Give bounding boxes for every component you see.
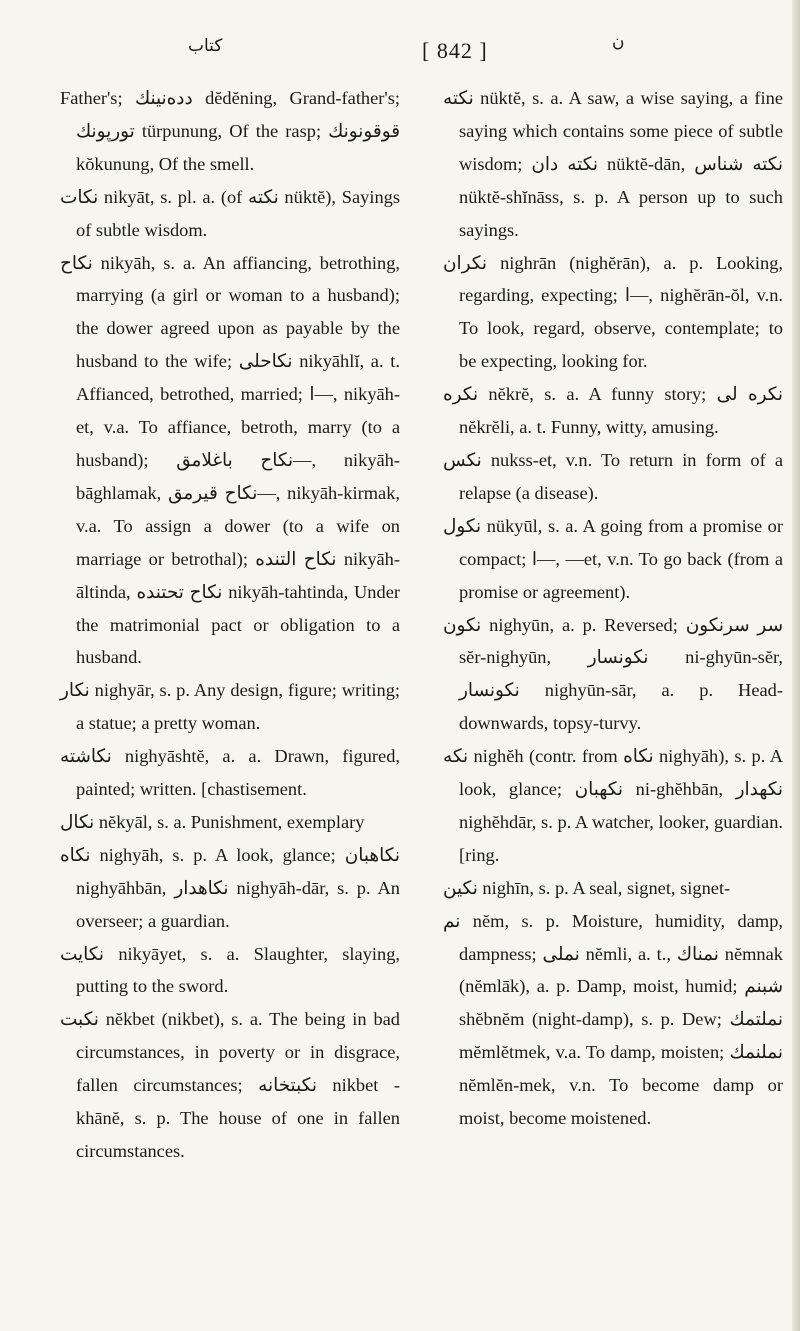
- entry: نكون nighyūn, a. p. Reversed; سر سرنكون sĕr-nighyūn, نكونسار ni-ghyūn-sĕr, نكونسار nighyūn-sār, a. p. Head-downwards, topsy-turvy.: [443, 614, 783, 734]
- entry: نكين nighīn, s. p. A seal, signet, signet-: [443, 877, 731, 898]
- page-number: [ 842 ]: [422, 38, 488, 63]
- left-column: [60, 82, 400, 1168]
- entry: نم nĕm, s. p. Moisture, humidity, damp, dampness; نملى nĕmli, a. t., نمناك nĕmnak (nĕmlāk), a. p. Damp, moist, humid; شبنم shĕbnĕm (night-damp), s. p. Dew; نملتمك mĕmlĕtmek, v.a. To damp, moisten; نملنمك nĕmlĕn-mek, v.n. To become damp or moist, become moistened.: [443, 910, 783, 1129]
- entry: نكس nukss-et, v.n. To return in form of a relapse (a disease).: [443, 449, 783, 503]
- entry: نكره nĕkrĕ, s. a. A funny story; نكره لى nĕkrĕli, a. t. Funny, witty, amusing.: [443, 384, 783, 438]
- entry: نكبت nĕkbet (nikbet), s. a. The being in bad circumstances, in poverty or in disgrace, fallen circumstances; نكبتخانه nikbet - khānĕ, s. p. The house of one in fallen circumstances.: [60, 1009, 400, 1161]
- entry: نكه nighĕh (contr. from نكاه nighyāh), s. p. A look, glance; نكهبان ni-ghĕhbān, نكهدار nighĕhdār, s. p. A watcher, looker, guardian. [ring.: [443, 746, 784, 865]
- entry: نكول nükyūl, s. a. A going from a promise or compact; ا—, —et, v.n. To go back (from a promise or agreement).: [443, 515, 783, 602]
- entry: نكران nighrān (nighĕrān), a. p. Looking, regarding, expecting; ا—, nighĕrān-ŏl, v.n. To look, regard, observe, contemplate; to be expecting, looking for.: [443, 252, 783, 372]
- entry: نكاه nighyāh, s. p. A look, glance; نكاهبان nighyāhbān, نكاهدار nighyāh-dār, s. p. An overseer; a guardian.: [60, 844, 400, 931]
- entry: نكار nighyār, s. p. Any design, figure; writing; a statue; a pretty woman.: [60, 680, 400, 734]
- entry: نكاشته nighyāshtĕ, a. a. Drawn, figured, painted; written. [chastisement.: [60, 746, 400, 800]
- right-column: [443, 82, 783, 1135]
- entry: نكاح nikyāh, s. a. An affiancing, betrothing, marrying (a girl or woman to a husband); the dower agreed upon as payable by the husband to the wife; نكاحلى nikyāhlĭ, a. t. Affianced, betrothed, married; ا—, nikyāh-et, v.a. To affiance, betroth, marry (to a husband); نكاح باغلامق—, nikyāh-bāghlamak, نكاح قيرمق—, nikyāh-kirmak, v.a. To assign a dower (to a wife on marriage or betrothal); نكاح التنده nikyāh-āltinda, نكاح تحتنده nikyāh-tahtinda, Under the matrimonial pact or obligation to a husband.: [60, 252, 401, 668]
- entry: Father's; دده‌نینك dĕdĕning, Grand-father's; تورپونك türpunung, Of the rasp; قوقونونك kŏkunung, Of the smell.: [60, 88, 400, 174]
- entry: نكته nüktĕ, s. a. A saw, a wise saying, a fine saying which contains some piece of subtle wisdom; نكته دان nüktĕ-dān, نكته شناس nüktĕ-shĭnāss, s. p. A person up to such sayings.: [443, 88, 784, 240]
- entry: نكات nikyāt, s. pl. a. (of نكته nüktĕ), Sayings of subtle wisdom.: [60, 186, 400, 240]
- running-head-letter: ن: [612, 32, 625, 52]
- page-edge-shadow: [792, 0, 800, 1331]
- running-head-word: كتاب: [188, 36, 223, 56]
- entry: نكال nĕkyāl, s. a. Punishment, exemplary: [60, 811, 365, 832]
- entry: نكايت nikyāyet, s. a. Slaughter, slaying, putting to the sword.: [60, 943, 400, 997]
- page-header: [60, 30, 720, 70]
